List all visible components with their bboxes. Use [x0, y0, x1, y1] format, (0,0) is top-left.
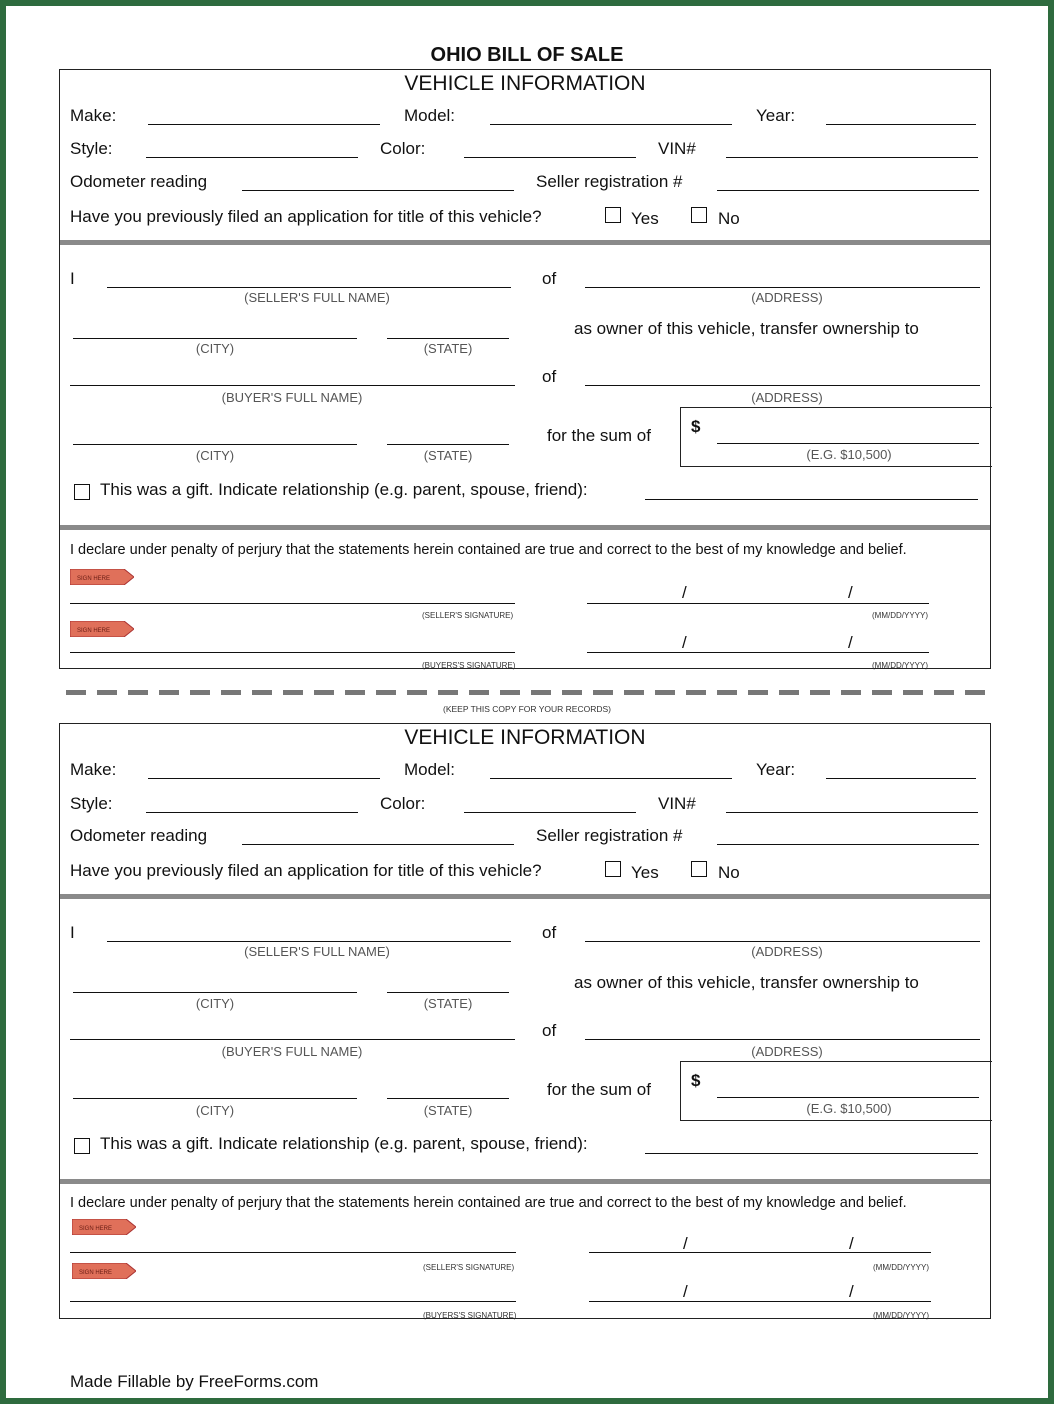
- yes-label: Yes: [631, 209, 659, 228]
- vin-field[interactable]: [726, 157, 978, 158]
- sum-box: [680, 407, 992, 467]
- seller-name-caption: (SELLER'S FULL NAME): [244, 290, 390, 305]
- color-field[interactable]: [464, 157, 636, 158]
- buyer-state-caption: (STATE): [423, 448, 473, 463]
- seller-state-field[interactable]: [387, 338, 509, 339]
- odometer-field[interactable]: [242, 844, 514, 845]
- form-copy-1: [59, 69, 991, 669]
- section-divider: [60, 1179, 990, 1184]
- style-field[interactable]: [146, 157, 358, 158]
- date-slash: /: [849, 1282, 854, 1301]
- sum-box: [680, 1061, 992, 1121]
- gift-text: This was a gift. Indicate relationship (e.g. parent, spouse, friend):: [100, 1134, 588, 1153]
- seller-address-field[interactable]: [585, 287, 980, 288]
- seller-date-field[interactable]: [587, 603, 929, 604]
- buyer-signature-field[interactable]: [70, 1301, 516, 1302]
- declaration-text: I declare under penalty of perjury that the statements herein contained are true and correct to the best of my knowledge and belief.: [70, 1195, 907, 1211]
- svg-text:SIGN HERE: SIGN HERE: [79, 1270, 113, 1276]
- sum-field[interactable]: [717, 1097, 979, 1098]
- buyer-address-field[interactable]: [585, 385, 980, 386]
- document-page: [6, 6, 1048, 1398]
- buyer-signature-caption: (BUYERS'S SIGNATURE): [422, 661, 516, 670]
- section-divider: [60, 894, 990, 899]
- date-slash: /: [848, 583, 853, 602]
- seller-registration-label: Seller registration #: [536, 826, 683, 845]
- year-label: Year:: [756, 760, 796, 779]
- date-slash: /: [683, 1234, 688, 1253]
- of-label: of: [542, 923, 557, 942]
- seller-name-field[interactable]: [107, 287, 511, 288]
- sign-here-tag: [70, 621, 134, 637]
- buyer-signature-caption: (BUYERS'S SIGNATURE): [423, 1311, 517, 1320]
- date-slash: /: [848, 633, 853, 652]
- date-slash: /: [682, 633, 687, 652]
- vin-label: VIN#: [658, 794, 696, 813]
- sum-field[interactable]: [717, 443, 979, 444]
- date-slash: /: [849, 1234, 854, 1253]
- odometer-label: Odometer reading: [70, 826, 208, 845]
- buyer-address-caption: (ADDRESS): [751, 390, 823, 405]
- make-label: Make:: [70, 106, 117, 125]
- model-label: Model:: [404, 106, 456, 125]
- year-label: Year:: [756, 106, 796, 125]
- buyer-date-field[interactable]: [587, 652, 929, 653]
- style-label: Style:: [70, 139, 113, 158]
- model-field[interactable]: [490, 124, 732, 125]
- buyer-state-field[interactable]: [387, 1098, 509, 1099]
- color-label: Color:: [380, 794, 426, 813]
- sum-label: for the sum of: [547, 426, 651, 445]
- seller-signature-caption: (SELLER'S SIGNATURE): [423, 1263, 515, 1272]
- sign-here-tag: [72, 1263, 136, 1279]
- no-label: No: [718, 209, 740, 228]
- sign-here-tag: [70, 569, 134, 585]
- buyer-state-caption: (STATE): [423, 1103, 473, 1118]
- i-label: I: [70, 923, 75, 942]
- dollar-sign: $: [691, 417, 701, 436]
- title-question: Have you previously filed an application for title of this vehicle?: [70, 861, 542, 880]
- vin-label: VIN#: [658, 139, 696, 158]
- of-label: of: [542, 269, 557, 288]
- svg-text:SIGN HERE: SIGN HERE: [79, 1226, 113, 1232]
- buyer-name-field[interactable]: [70, 385, 515, 386]
- seller-city-field[interactable]: [73, 338, 357, 339]
- odometer-label: Odometer reading: [70, 172, 208, 191]
- seller-address-caption: (ADDRESS): [751, 290, 823, 305]
- section-divider: [60, 525, 990, 530]
- sign-here-tag: [72, 1219, 136, 1235]
- yes-label: Yes: [631, 863, 659, 882]
- make-field[interactable]: [148, 778, 380, 779]
- buyer-state-field[interactable]: [387, 444, 509, 445]
- style-field[interactable]: [146, 812, 358, 813]
- declaration-text: I declare under penalty of perjury that the statements herein contained are true and correct to the best of my knowledge and belief.: [70, 542, 907, 558]
- page-title: OHIO BILL OF SALE: [430, 44, 624, 66]
- yes-checkbox[interactable]: [605, 207, 621, 223]
- year-field[interactable]: [826, 124, 976, 125]
- cut-line: [66, 690, 990, 695]
- buyer-date-caption: (MM/DD/YYYY): [872, 661, 928, 670]
- seller-city-caption: (CITY): [195, 341, 235, 356]
- make-field[interactable]: [148, 124, 380, 125]
- svg-text:SIGN HERE: SIGN HERE: [77, 628, 111, 634]
- seller-address-field[interactable]: [585, 941, 980, 942]
- buyer-city-field[interactable]: [73, 1098, 357, 1099]
- seller-state-caption: (STATE): [423, 996, 473, 1011]
- of-label: of: [542, 367, 557, 386]
- i-label: I: [70, 269, 75, 288]
- odometer-field[interactable]: [242, 190, 514, 191]
- color-field[interactable]: [464, 812, 636, 813]
- seller-state-caption: (STATE): [423, 341, 473, 356]
- buyer-date-caption: (MM/DD/YYYY): [873, 1311, 929, 1320]
- of-label: of: [542, 1021, 557, 1040]
- section-divider: [60, 240, 990, 245]
- buyer-name-caption: (BUYER'S FULL NAME): [221, 1044, 363, 1059]
- dollar-sign: $: [691, 1071, 701, 1090]
- transfer-text: as owner of this vehicle, transfer ownership to: [574, 319, 919, 338]
- seller-registration-field[interactable]: [717, 844, 979, 845]
- buyer-address-field[interactable]: [585, 1039, 980, 1040]
- sum-caption: (E.G. $10,500): [806, 447, 892, 462]
- title-question: Have you previously filed an application for title of this vehicle?: [70, 207, 542, 226]
- date-slash: /: [682, 583, 687, 602]
- seller-signature-field[interactable]: [70, 603, 515, 604]
- buyer-name-field[interactable]: [70, 1039, 515, 1040]
- date-slash: /: [683, 1282, 688, 1301]
- buyer-city-caption: (CITY): [195, 1103, 235, 1118]
- svg-text:SIGN HERE: SIGN HERE: [77, 576, 111, 582]
- no-checkbox[interactable]: [691, 207, 707, 223]
- seller-city-field[interactable]: [73, 992, 357, 993]
- keep-copy-note: (KEEP THIS COPY FOR YOUR RECORDS): [443, 704, 611, 714]
- make-label: Make:: [70, 760, 117, 779]
- vin-field[interactable]: [726, 812, 978, 813]
- no-label: No: [718, 863, 740, 882]
- seller-name-field[interactable]: [107, 941, 511, 942]
- gift-relationship-field[interactable]: [645, 1153, 978, 1154]
- buyer-signature-field[interactable]: [70, 652, 515, 653]
- seller-city-caption: (CITY): [195, 996, 235, 1011]
- seller-state-field[interactable]: [387, 992, 509, 993]
- sum-caption: (E.G. $10,500): [806, 1101, 892, 1116]
- seller-registration-field[interactable]: [717, 190, 979, 191]
- seller-date-caption: (MM/DD/YYYY): [872, 611, 928, 620]
- model-label: Model:: [404, 760, 456, 779]
- yes-checkbox[interactable]: [605, 861, 621, 877]
- footer-credit: Made Fillable by FreeForms.com: [70, 1372, 319, 1391]
- buyer-address-caption: (ADDRESS): [751, 1044, 823, 1059]
- year-field[interactable]: [826, 778, 976, 779]
- buyer-city-field[interactable]: [73, 444, 357, 445]
- seller-registration-label: Seller registration #: [536, 172, 683, 191]
- seller-address-caption: (ADDRESS): [751, 944, 823, 959]
- seller-name-caption: (SELLER'S FULL NAME): [244, 944, 390, 959]
- seller-date-caption: (MM/DD/YYYY): [873, 1263, 929, 1272]
- gift-relationship-field[interactable]: [645, 499, 978, 500]
- vehicle-section-title: VEHICLE INFORMATION: [404, 726, 646, 749]
- sum-label: for the sum of: [547, 1080, 651, 1099]
- seller-signature-field[interactable]: [70, 1252, 516, 1253]
- buyer-city-caption: (CITY): [195, 448, 235, 463]
- style-label: Style:: [70, 794, 113, 813]
- model-field[interactable]: [490, 778, 732, 779]
- color-label: Color:: [380, 139, 426, 158]
- form-copy-2: [59, 723, 991, 1319]
- gift-checkbox[interactable]: [74, 1138, 90, 1154]
- transfer-text: as owner of this vehicle, transfer ownership to: [574, 973, 919, 992]
- vehicle-section-title: VEHICLE INFORMATION: [404, 72, 646, 95]
- gift-text: This was a gift. Indicate relationship (e.g. parent, spouse, friend):: [100, 480, 588, 499]
- seller-signature-caption: (SELLER'S SIGNATURE): [422, 611, 514, 620]
- no-checkbox[interactable]: [691, 861, 707, 877]
- buyer-name-caption: (BUYER'S FULL NAME): [221, 390, 363, 405]
- gift-checkbox[interactable]: [74, 484, 90, 500]
- seller-date-field[interactable]: [589, 1252, 931, 1253]
- buyer-date-field[interactable]: [589, 1301, 931, 1302]
